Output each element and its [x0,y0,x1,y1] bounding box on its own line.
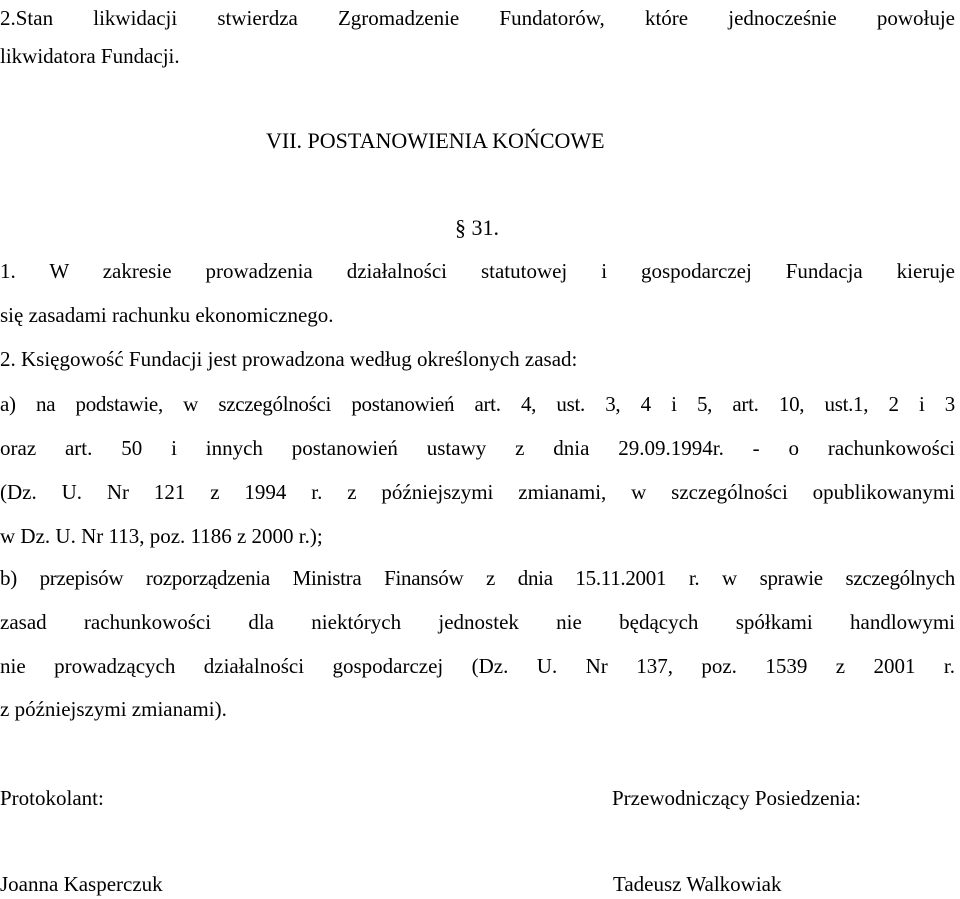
signature-role-right: Przewodniczący Posiedzenia: [612,786,861,810]
point-b-line-2: zasad rachunkowości dla niektórych jednostek nie będących spółkami handlowymi [0,610,955,634]
point-a-line-2: oraz art. 50 i innych postanowień ustawy z dnia 29.09.1994r. - o rachunkowości [0,436,955,460]
intro-line-1: 2.Stan likwidacji stwierdza Zgromadzenie Fundatorów, które jednocześnie powołuje [0,6,955,30]
p1-line-2: się zasadami rachunku ekonomicznego. [0,303,334,327]
p1-line-1: 1. W zakresie prowadzenia działalności statutowej i gospodarczej Fundacja kieruje [0,259,955,283]
point-a-line-1: a) na podstawie, w szczególności postanowień art. 4, ust. 3, 4 i 5, art. 10, ust.1, 2 i 3 [0,392,955,416]
signature-name-right: Tadeusz Walkowiak [613,872,782,896]
section-title: VII. POSTANOWIENIA KOŃCOWE [266,128,605,153]
signature-name-left: Joanna Kasperczuk [0,872,163,896]
point-a-line-3: (Dz. U. Nr 121 z 1994 r. z późniejszymi zmianami, w szczególności opublikowanymi [0,480,955,504]
intro-line-2: likwidatora Fundacji. [0,44,180,68]
point-b-line-1: b) przepisów rozporządzenia Ministra Finansów z dnia 15.11.2001 r. w sprawie szczególnych [0,566,955,590]
point-b-line-4: z późniejszymi zmianami). [0,697,227,721]
signature-role-left: Protokolant: [0,786,104,810]
paragraph-number: § 31. [455,215,499,240]
point-a-line-4: w Dz. U. Nr 113, poz. 1186 z 2000 r.); [0,524,323,548]
p2-line-1: 2. Księgowość Fundacji jest prowadzona według określonych zasad: [0,347,578,371]
point-b-line-3: nie prowadzących działalności gospodarczej (Dz. U. Nr 137, poz. 1539 z 2001 r. [0,654,955,678]
